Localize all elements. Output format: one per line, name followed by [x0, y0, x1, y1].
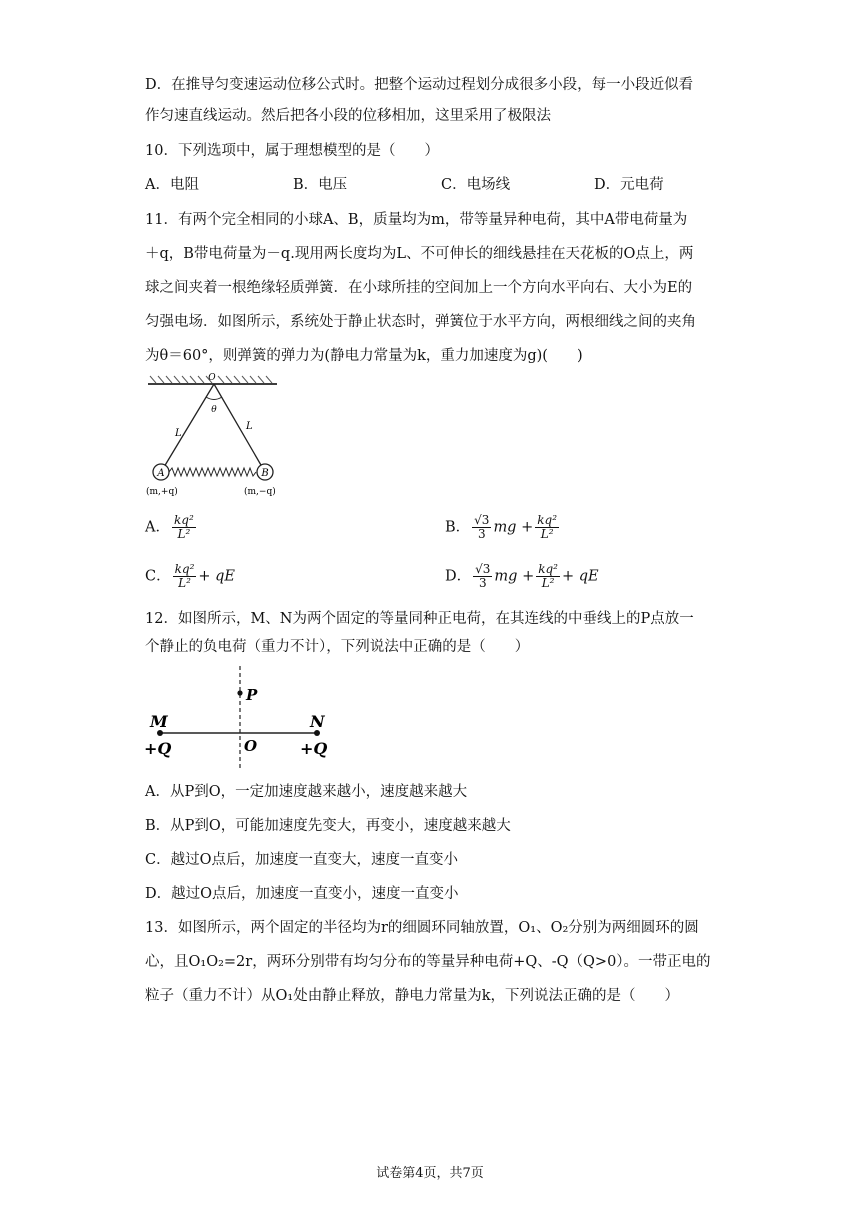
left-charge-label: +Q: [144, 739, 172, 758]
q11-stem-line5: 为θ＝60°，则弹簧的弹力为(静电力常量为k，重力加速度为g)( ): [145, 348, 583, 364]
q10-stem: 10．下列选项中，属于理想模型的是（ ）: [145, 143, 439, 159]
q12-option-a: A．从P到O，一定加速度越来越小，速度越来越大: [145, 784, 468, 800]
charge-n-label: N: [310, 712, 325, 731]
q11-stem-line2: ＋q，B带电荷量为－q.现用两长度均为L、不可伸长的细线悬挂在天花板的O点上，两: [145, 246, 694, 262]
angle-arc: [206, 397, 222, 400]
q10-option-c: C．电场线: [441, 177, 511, 193]
page-footer: 试卷第4页，共7页: [376, 1166, 484, 1181]
q11-option-c: C． $\frac{\text{kq²}}{\text{L²}}$ + qE: [145, 562, 236, 590]
point-o-label: O: [208, 373, 216, 383]
q11-stem-line3: 球之间夹着一根绝缘轻质弹簧．在小球所挂的空间加上一个方向水平向右、大小为E的: [145, 280, 693, 296]
q10-option-b: B．电压: [293, 177, 348, 193]
right-charge-label: +Q: [300, 739, 328, 758]
q9-option-d-line2: 作匀速直线运动。然后把各小段的位移相加，这里采用了极限法: [145, 108, 551, 124]
point-p-label: P: [246, 686, 258, 704]
right-length-label: L: [246, 421, 253, 432]
ball-a-charge-label: (m,+q): [146, 487, 178, 497]
ball-a-label: A: [157, 468, 165, 479]
q9-option-d-line1: D．在推导匀变速运动位移公式时。把整个运动过程划分成很多小段，每一小段近似看: [145, 77, 694, 93]
spring: [169, 468, 256, 476]
theta-label: θ: [211, 405, 217, 415]
q11-option-d: D． $\frac{√3}{3}$ mg + $\frac{\text{kq²}}{\text{L²}}$ + qE: [445, 562, 599, 590]
q12-charges-figure: [140, 664, 340, 772]
q10-option-a: A．电阻: [145, 177, 199, 193]
q11-option-a: A． $\frac{\text{kq²}}{\text{L²}}$: [145, 513, 194, 541]
q11-spring-figure: [140, 372, 290, 502]
q12-stem-line1: 12．如图所示，M、N为两个固定的等量同种正电荷，在其连线的中垂线上的P点放一: [145, 611, 694, 627]
q11-option-b: B． $\frac{√3}{3}$ mg + $\frac{\text{kq²}}{\text{L²}}$: [445, 513, 557, 541]
left-length-label: L: [175, 428, 182, 439]
q13-stem-line1: 13．如图所示，两个固定的半径均为r的细圆环同轴放置，O₁、O₂分别为两细圆环的圆: [145, 920, 699, 936]
q13-stem-line2: 心，且O₁O₂=2r，两环分别带有均匀分布的等量异种电荷+Q、-Q（Q>0）。一带正电的: [145, 954, 711, 970]
q11-stem-line1: 11．有两个完全相同的小球A、B，质量均为m，带等量异种电荷，其中A带电荷量为: [145, 212, 688, 228]
q10-option-d: D．元电荷: [594, 177, 664, 193]
q12-stem-line2: 个静止的负电荷（重力不计），下列说法中正确的是（ ）: [145, 639, 530, 655]
q12-option-b: B．从P到O，可能加速度先变大，再变小，速度越来越大: [145, 818, 511, 834]
point-p: [237, 690, 242, 695]
q12-option-c: C．越过O点后，加速度一直变大，速度一直变小: [145, 852, 458, 868]
ball-b-charge-label: (m,−q): [244, 487, 276, 497]
q12-option-d: D．越过O点后，加速度一直变小，速度一直变小: [145, 886, 459, 902]
q11-stem-line4: 匀强电场．如图所示，系统处于静止状态时，弹簧位于水平方向，两根细线之间的夹角: [145, 314, 696, 330]
point-o-label: O: [244, 737, 258, 755]
charge-m-label: M: [150, 712, 168, 731]
q13-stem-line3: 粒子（重力不计）从O₁处由静止释放，静电力常量为k，下列说法正确的是（ ）: [145, 988, 679, 1004]
ball-b-label: B: [261, 468, 269, 479]
